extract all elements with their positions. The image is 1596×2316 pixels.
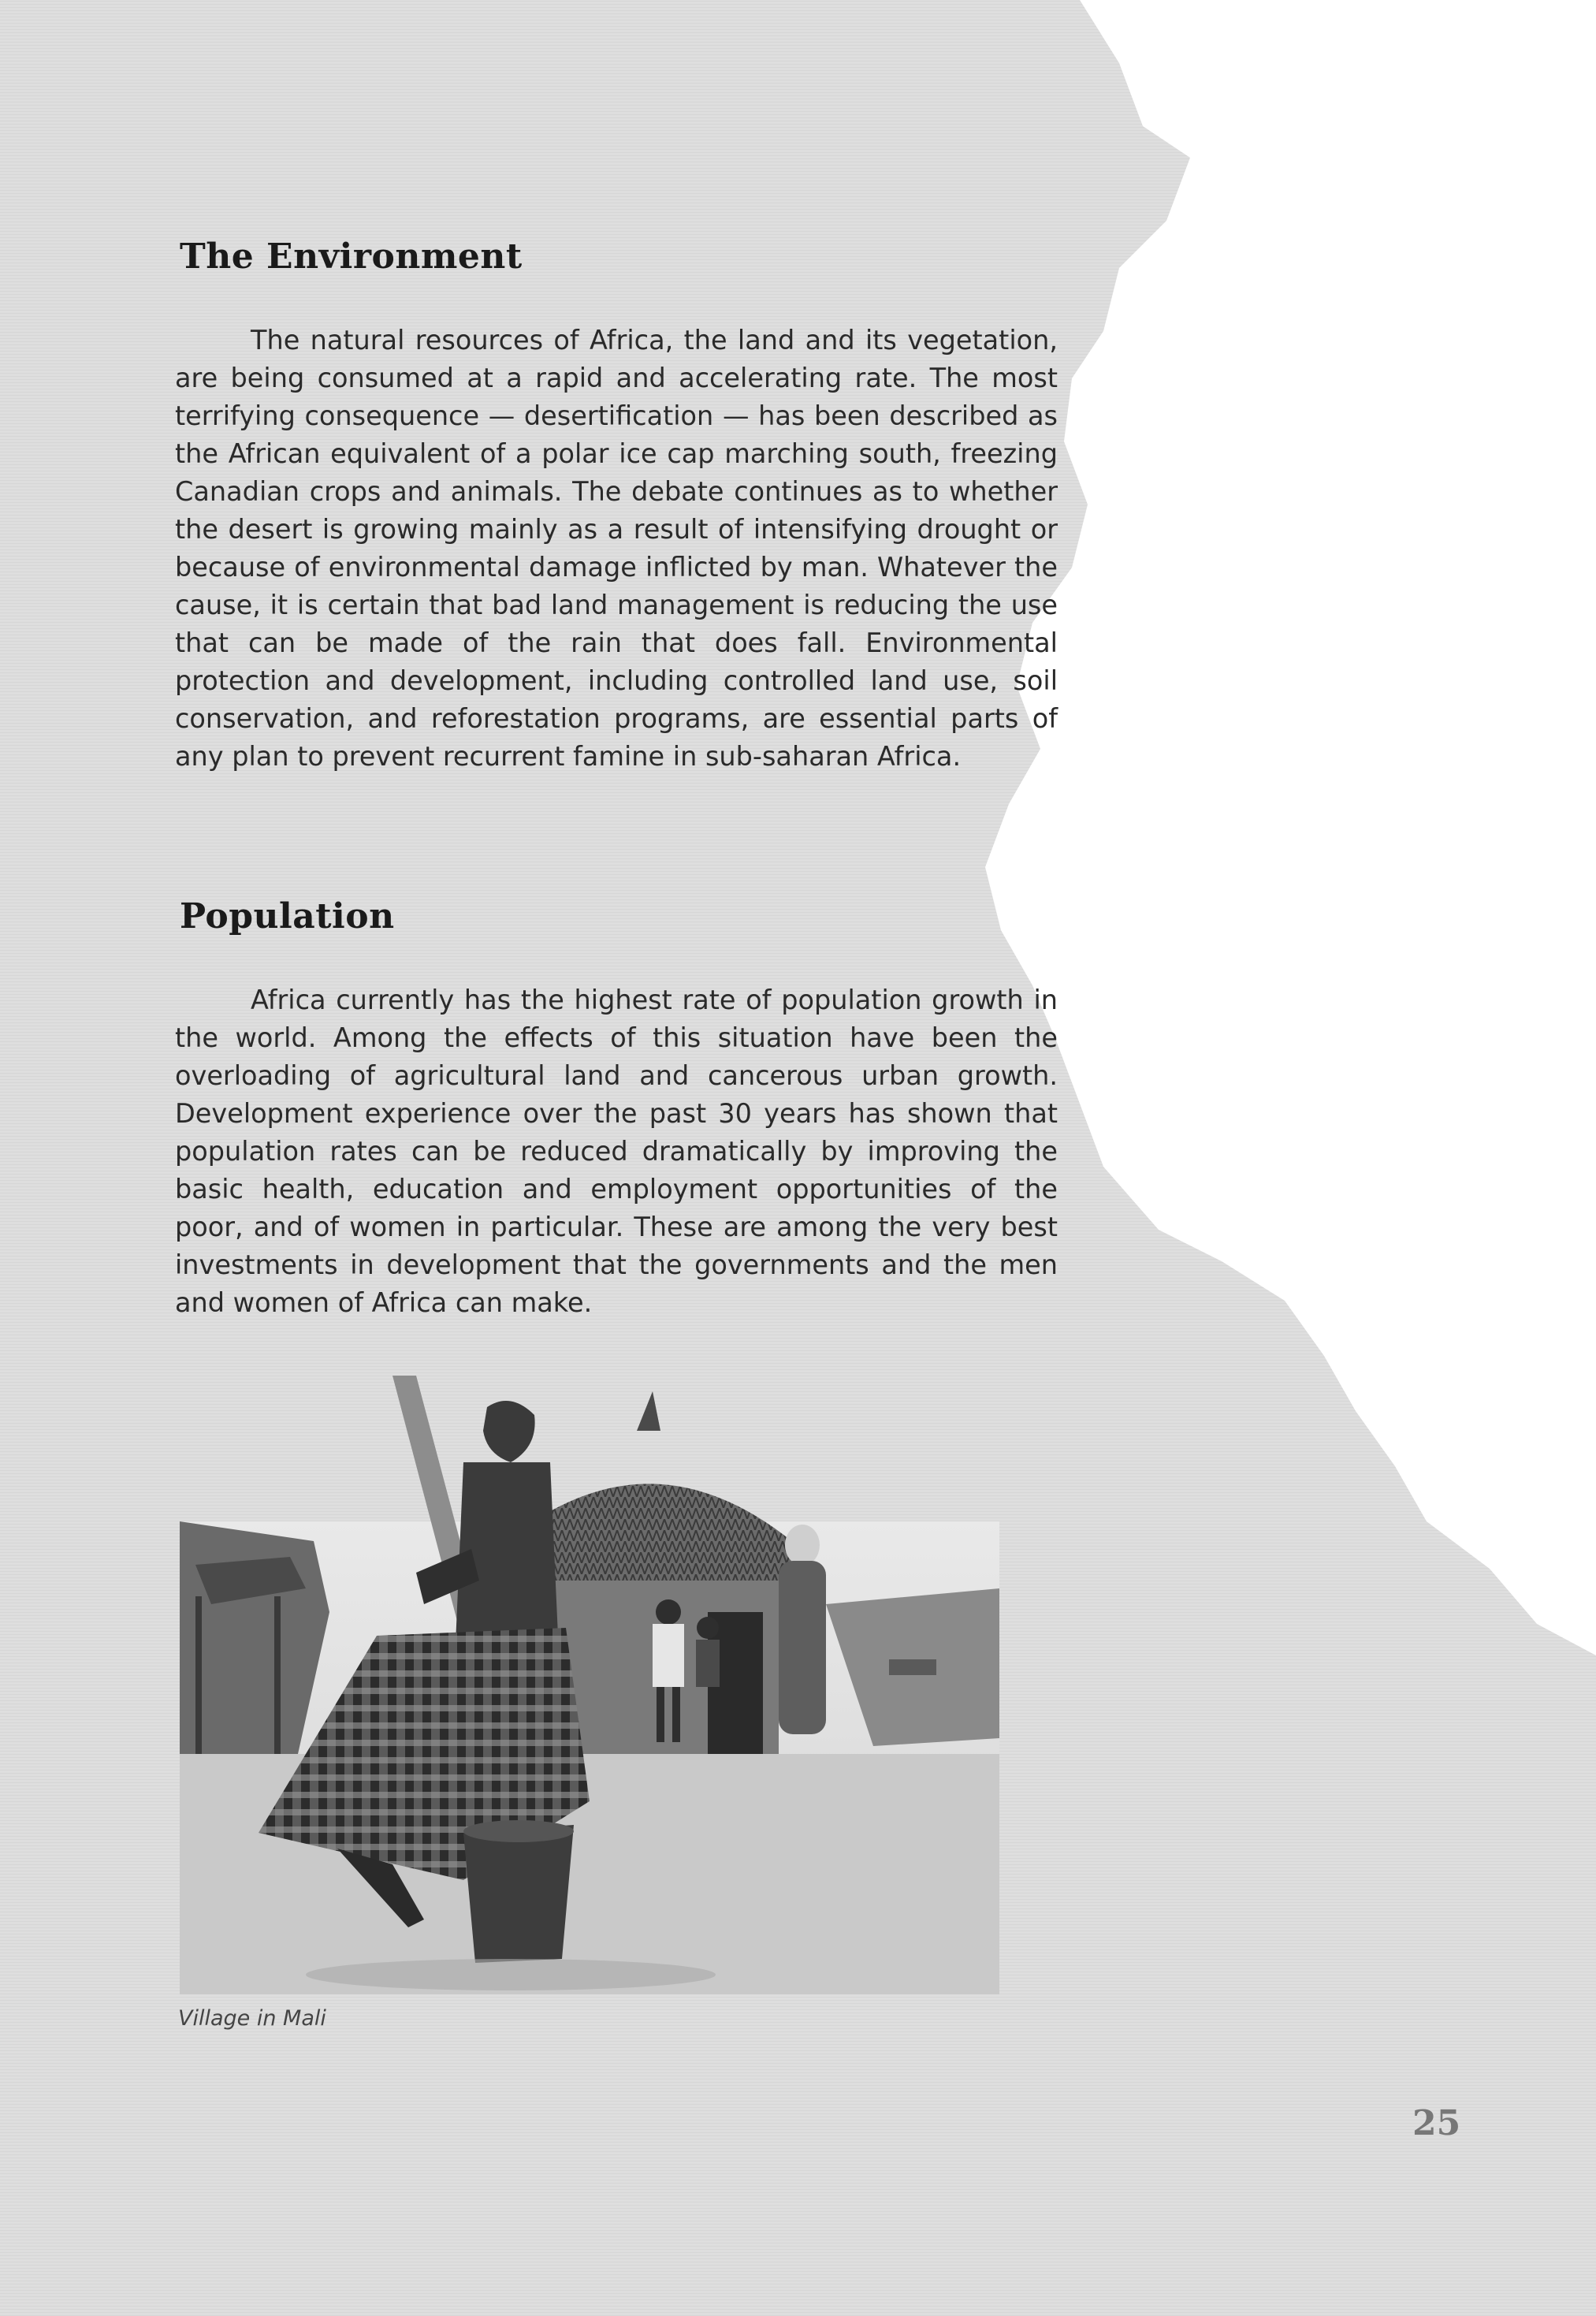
section-heading-environment: The Environment [180,236,523,277]
section-paragraph-population: Africa currently has the highest rate of population growth in the world. Among the effects of this situation have been the overloading of agricultural land and cancerous urban growth. Development experience over the past 30 years has shown that population rates can be reduced dramatically by improving the basic health, education and employment opportunities of the poor, and of women in particular. These are among the very best investments in development that the governments and the men and women of Africa can make. [175,985,1058,1318]
village-photo [180,1376,999,1994]
photo-caption: Village in Mali [178,2006,326,2031]
section-heading-population: Population [180,896,395,936]
section-paragraph-environment: The natural resources of Africa, the land and its vegetation, are being consumed at a rapid and accelerating rate. The most terrifying consequence — desertification — has been described as the African equivalent of a polar ice cap marching south, freezing Canadian crops and animals. The debate continues as to whether the desert is growing mainly as a result of intensifying drought or because of environmental damage inflicted by man. Whatever the cause, it is certain that bad land management is reducing the use that can be made of the rain that does fall. Environmental protection and development, including controlled land use, soil conservation, and reforestation programs, are essential parts of any plan to prevent recurrent famine in sub-saharan Africa. [175,325,1058,772]
map-silhouette [985,0,1596,2316]
page-number: 25 [1412,2103,1461,2143]
